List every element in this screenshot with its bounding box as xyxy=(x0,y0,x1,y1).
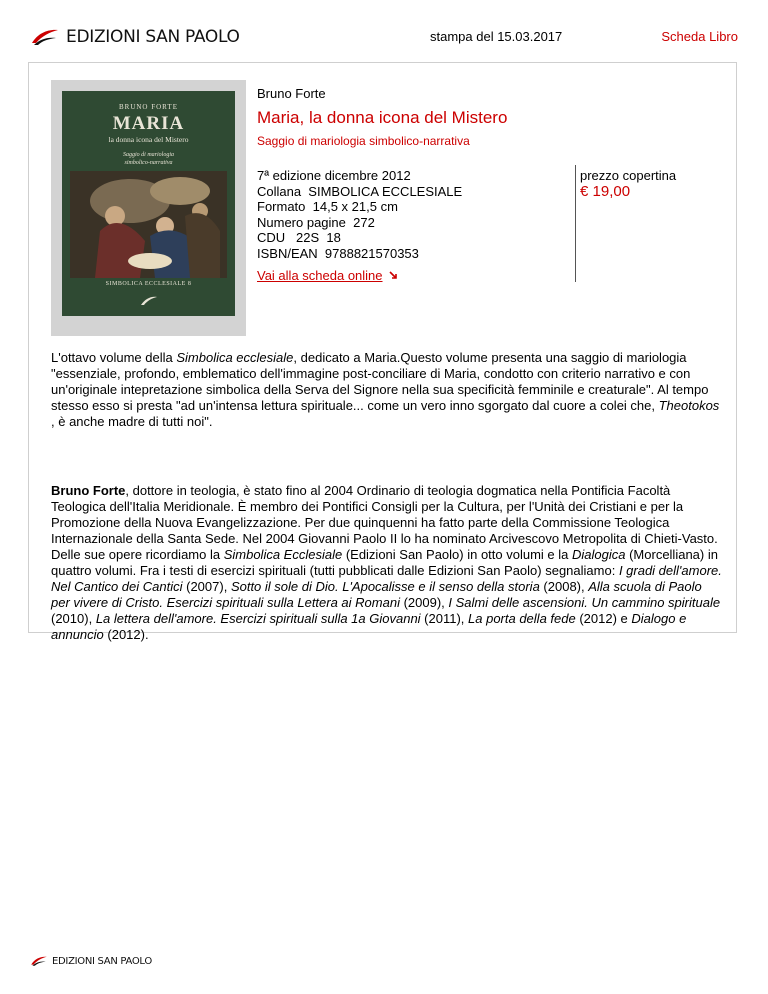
price-value: € 19,00 xyxy=(580,183,631,200)
book-subtitle: Saggio di mariologia simbolico-narrativa xyxy=(257,134,470,148)
scheda-libro-link[interactable]: Scheda Libro xyxy=(661,29,738,44)
book-details xyxy=(257,168,462,261)
book-author: Bruno Forte xyxy=(257,86,326,101)
footer-logo-icon xyxy=(30,955,48,967)
author-bio: Bruno Forte, dottore in teologia, è stato fino al 2004 Ordinario di teologia dogmatica nella Pontificia Facoltà Teologica dell'Italia Meridionale. È membro dei Pontifici Consigli per la Cultura, per l'Unità dei Cristiani e per la Promozione della Nuova Evangelizzazione. Per due quinquenni ha fatto parte della Commissione Teologica Internazionale della Santa Sede. Nel 2004 Giovanni Paolo II lo ha nominato Arcivescovo Metropolita di Chieti-Vasto. Delle sue opere ricordiamo la Simbolica Ecclesiale (Edizioni San Paolo) in otto volumi e la Dialogica (Morcelliana) in quattro volumi. Fra i testi di esercizi spirituali (tutti pubblicati dalle Edizioni San Paolo) segnaliamo: I gradi dell'amore. Nel Cantico dei Cantici (2007), Sotto il sole di Dio. L'Apocalisse e il senso della storia (2008), Alla scuola di Paolo per vivere di Cristo. Esercizi spirituali sulla Lettera ai Romani (2009), I Salmi delle ascensioni. Un cammino spirituale (2010), La lettera dell'amore. Esercizi spirituali sulla 1a Giovanni (2011), La porta della fede (2012) e Dialogo e annuncio (2012). xyxy=(51,483,722,642)
publisher-logo xyxy=(30,27,240,47)
footer-logo xyxy=(30,955,152,967)
edition: 7ª edizione dicembre 2012 xyxy=(257,168,411,183)
cover-series: SIMBOLICA ECCLESIALE 8 xyxy=(105,281,192,287)
book-title: Maria, la donna icona del Mistero xyxy=(257,108,508,127)
cover-title: MARIA xyxy=(112,113,185,134)
arrow-down-right-icon xyxy=(389,271,398,280)
details-divider xyxy=(575,165,576,282)
cover-painting-image xyxy=(70,171,227,278)
price-label: prezzo copertina xyxy=(580,168,677,183)
print-date: stampa del 15.03.2017 xyxy=(430,29,563,44)
bio-author-name: Bruno Forte xyxy=(51,483,126,498)
cover-publisher-icon xyxy=(140,295,158,307)
isbn: ISBN/EAN 9788821570353 xyxy=(257,245,419,261)
book-cover-image xyxy=(62,91,235,316)
collana: Collana SIMBOLICA ECCLESIALE xyxy=(257,183,463,199)
numero-pagine: Numero pagine 272 xyxy=(257,214,375,230)
cover-subtitle-2: Saggio di mariologia simbolico-narrativa xyxy=(122,152,174,166)
publisher-logo-icon xyxy=(30,27,60,47)
book-description: L'ottavo volume della Simbolica ecclesiale, dedicato a Maria.Questo volume presenta una saggio di mariologia "essenziale, profondo, emblematico dell'immagine post-conciliare di Maria, condotto con criterio narrativo e con un'originale intepretazione simbolica della Serva del Signore nella sua specificità femminile e creaturale". Al tempo stesso esso si presta "ad un'intensa lettura spirituale... come un vero inno sgorgato dal cuore a colei che, Theotokos , è anche madre di tutti noi". xyxy=(51,350,720,429)
cover-subtitle: la donna icona del Mistero xyxy=(108,135,189,144)
online-sheet-link[interactable]: Vai alla scheda online xyxy=(257,268,398,283)
book-cover-frame xyxy=(51,80,246,336)
publisher-logo-text: EDIZIONI SAN PAOLO xyxy=(66,27,240,47)
cdu: CDU 22S 18 xyxy=(257,230,341,245)
formato: Formato 14,5 x 21,5 cm xyxy=(257,199,398,214)
cover-author: BRUNO FORTE xyxy=(118,103,178,111)
footer-logo-text: EDIZIONI SAN PAOLO xyxy=(52,955,152,967)
